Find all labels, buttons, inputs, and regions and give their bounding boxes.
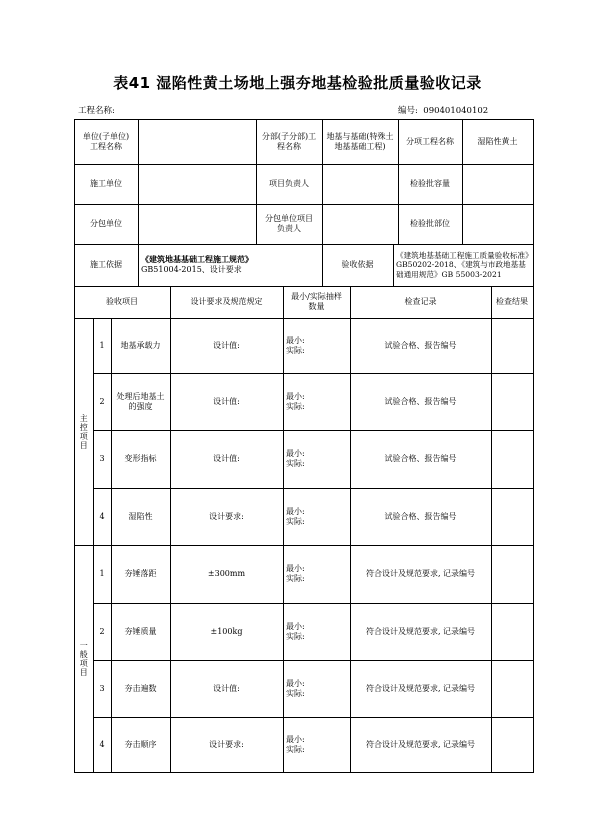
project-manager-label	[256, 164, 322, 204]
main-item-design	[170, 488, 283, 545]
main-item-sampling	[283, 430, 350, 488]
general-item-record	[350, 545, 491, 603]
main-item-no-text: 1	[99, 340, 105, 350]
main-item-result[interactable]	[491, 318, 533, 373]
main-item-name-text: 湿陷性	[128, 511, 153, 521]
general-item-sampling	[283, 603, 350, 660]
main-item-name-text: 处理后地基土的强度	[116, 391, 165, 411]
general-item-design	[170, 603, 283, 660]
general-item-design-text: 设计要求:	[209, 739, 244, 749]
record-number	[398, 104, 488, 116]
general-item-result[interactable]	[491, 603, 533, 660]
col-item	[74, 286, 170, 318]
general-item-design-text: 设计值:	[213, 683, 240, 693]
grid-line	[74, 772, 534, 773]
batch-capacity-label	[398, 164, 462, 204]
main-item-record-text: 试验合格、报告编号	[384, 511, 457, 521]
number-value: 090401040102	[423, 106, 489, 116]
subcontract-manager-label-text: 分包单位项目负责人	[265, 214, 313, 233]
subdivision-value	[322, 119, 398, 164]
unit-name-value[interactable]	[138, 119, 256, 164]
col-design	[170, 286, 283, 318]
main-item-sampling	[283, 488, 350, 545]
acceptance-basis-value	[393, 244, 533, 286]
batch-location-label	[398, 204, 462, 244]
general-item-result[interactable]	[491, 545, 533, 603]
general-group-text: 一般项目	[79, 640, 89, 677]
general-item-name-text: 夯锤落距	[124, 569, 157, 579]
number-label: 编号:	[398, 106, 418, 116]
general-item-no-text: 3	[99, 683, 105, 693]
main-item-record	[350, 430, 491, 488]
main-item-record	[350, 318, 491, 373]
construction-basis-title: 《建筑地基基础工程施工规范》	[141, 254, 253, 265]
general-item-design-text: ±100kg	[210, 626, 243, 636]
main-item-no-text: 2	[99, 396, 105, 406]
batch-capacity-value[interactable]	[462, 164, 533, 204]
main-item-name	[111, 430, 170, 488]
general-item-name-text: 夯击遍数	[124, 683, 157, 693]
general-item-no	[93, 545, 111, 603]
acceptance-basis-label-text: 验收依据	[341, 260, 374, 270]
general-item-name	[111, 717, 170, 772]
main-item-record	[350, 373, 491, 430]
main-item-result[interactable]	[491, 373, 533, 430]
general-item-design	[170, 717, 283, 772]
construction-basis-body: GB51004-2015、设计要求	[141, 265, 242, 274]
main-item-design-text: 设计值:	[213, 396, 240, 406]
general-item-sampling	[283, 660, 350, 717]
main-item-design-text: 设计要求:	[209, 511, 244, 521]
main-item-sampling	[283, 373, 350, 430]
page-title: 表41 湿陷性黄土场地上强夯地基检验批质量验收记录	[113, 74, 482, 92]
batch-location-value[interactable]	[462, 204, 533, 244]
col-sampling-text: 最小/实际抽样数量	[291, 292, 342, 311]
construction-unit-value[interactable]	[138, 164, 256, 204]
main-item-no-text: 3	[99, 454, 105, 464]
general-item-design-text: ±300mm	[207, 569, 246, 579]
general-item-sampling	[283, 545, 350, 603]
main-item-name	[111, 488, 170, 545]
subcontract-manager-value[interactable]	[322, 204, 398, 244]
main-item-no	[93, 488, 111, 545]
main-control-group	[74, 318, 93, 545]
general-item-record-text: 符合设计及规范要求, 记录编号	[365, 739, 476, 749]
general-item-record-text: 符合设计及规范要求, 记录编号	[365, 683, 476, 693]
grid-line	[533, 119, 534, 773]
subcontract-unit-label-text: 分包单位	[90, 219, 122, 229]
main-item-sampling-text: 最小: 实际:	[286, 449, 305, 468]
batch-capacity-label-text: 检验批容量	[410, 179, 450, 189]
general-item-no	[93, 717, 111, 772]
subdivision-label	[256, 119, 322, 164]
subitem-value-text: 湿陷性黄土	[477, 136, 518, 146]
main-item-name-text: 变形指标	[124, 454, 157, 464]
main-item-sampling-text: 最小: 实际:	[286, 506, 305, 526]
col-record	[350, 286, 491, 318]
main-item-no	[93, 318, 111, 373]
general-item-sampling-text: 最小: 实际:	[286, 621, 305, 641]
construction-basis-value	[138, 244, 322, 286]
main-item-record	[350, 488, 491, 545]
general-item-record-text: 符合设计及规范要求, 记录编号	[365, 626, 476, 636]
general-item-no	[93, 660, 111, 717]
subdivision-label-text: 分部(子分部)工程名称	[261, 131, 317, 151]
acceptance-basis-value-text: 《建筑地基基础工程施工质量验收标准》GB50202-2018、《建筑与市政地基基础通用规范》GB 55003-2021	[396, 251, 529, 279]
main-item-design	[170, 373, 283, 430]
general-item-sampling-text: 最小: 实际:	[286, 678, 305, 698]
col-record-text: 检查记录	[404, 297, 437, 307]
main-item-name-text: 地基承载力	[120, 340, 161, 350]
form-grid	[74, 119, 534, 773]
col-result	[491, 286, 533, 318]
main-item-no	[93, 373, 111, 430]
general-item-name	[111, 660, 170, 717]
general-group	[74, 545, 93, 772]
project-manager-label-text: 项目负责人	[269, 179, 309, 189]
general-item-record	[350, 660, 491, 717]
subcontract-unit-label	[74, 204, 138, 244]
main-item-record-text: 试验合格、报告编号	[384, 396, 457, 406]
main-item-design-text: 设计值:	[213, 454, 240, 464]
subitem-label-text: 分项工程名称	[406, 136, 454, 146]
general-item-sampling	[283, 717, 350, 772]
construction-basis-label-text: 施工依据	[90, 260, 122, 270]
general-item-name	[111, 545, 170, 603]
construction-unit-label-text: 施工单位	[90, 179, 122, 189]
general-item-no	[93, 603, 111, 660]
general-item-name	[111, 603, 170, 660]
subcontract-manager-label	[256, 204, 322, 244]
main-item-result[interactable]	[491, 488, 533, 545]
general-item-design	[170, 660, 283, 717]
subcontract-unit-value[interactable]	[138, 204, 256, 244]
general-item-record	[350, 717, 491, 772]
general-item-no-text: 1	[99, 569, 105, 579]
batch-location-label-text: 检验批部位	[410, 219, 450, 229]
general-item-sampling-text: 最小: 实际:	[286, 734, 305, 754]
main-item-sampling-text: 最小: 实际:	[286, 391, 305, 411]
main-control-group-text: 主控项目	[79, 413, 89, 450]
main-item-design	[170, 318, 283, 373]
main-item-record-text: 试验合格、报告编号	[384, 454, 457, 464]
col-design-text: 设计要求及规范规定	[190, 297, 263, 307]
general-item-record-text: 符合设计及规范要求, 记录编号	[365, 569, 476, 579]
general-item-sampling-text: 最小: 实际:	[286, 564, 305, 583]
main-item-no	[93, 430, 111, 488]
main-item-design-text: 设计值:	[213, 340, 240, 350]
main-item-no-text: 4	[99, 511, 105, 521]
construction-basis-label	[74, 244, 138, 286]
col-sampling	[283, 286, 350, 318]
main-item-name	[111, 318, 170, 373]
main-item-design	[170, 430, 283, 488]
col-result-text: 检查结果	[496, 297, 528, 307]
project-manager-value[interactable]	[322, 164, 398, 204]
col-item-text: 验收项目	[106, 297, 138, 307]
subitem-label	[398, 119, 462, 164]
general-item-no-text: 4	[99, 739, 105, 749]
general-item-no-text: 2	[99, 626, 105, 636]
main-item-sampling	[283, 318, 350, 373]
general-item-design	[170, 545, 283, 603]
unit-name-label-text: 单位(子单位)工程名称	[82, 131, 130, 151]
subitem-value	[462, 119, 533, 164]
subdivision-value-text: 地基与基础(特殊土地基基础工程)	[326, 131, 394, 151]
general-item-result[interactable]	[491, 660, 533, 717]
general-item-name-text: 夯锤质量	[124, 626, 157, 636]
general-item-name-text: 夯击顺序	[124, 739, 157, 749]
main-item-result[interactable]	[491, 430, 533, 488]
unit-name-label	[74, 119, 138, 164]
construction-unit-label	[74, 164, 138, 204]
general-item-result[interactable]	[491, 717, 533, 772]
main-item-name	[111, 373, 170, 430]
acceptance-basis-label	[322, 244, 393, 286]
main-item-record-text: 试验合格、报告编号	[384, 340, 457, 350]
main-item-sampling-text: 最小: 实际:	[286, 335, 305, 355]
project-name-label: 工程名称:	[78, 106, 115, 116]
general-item-record	[350, 603, 491, 660]
